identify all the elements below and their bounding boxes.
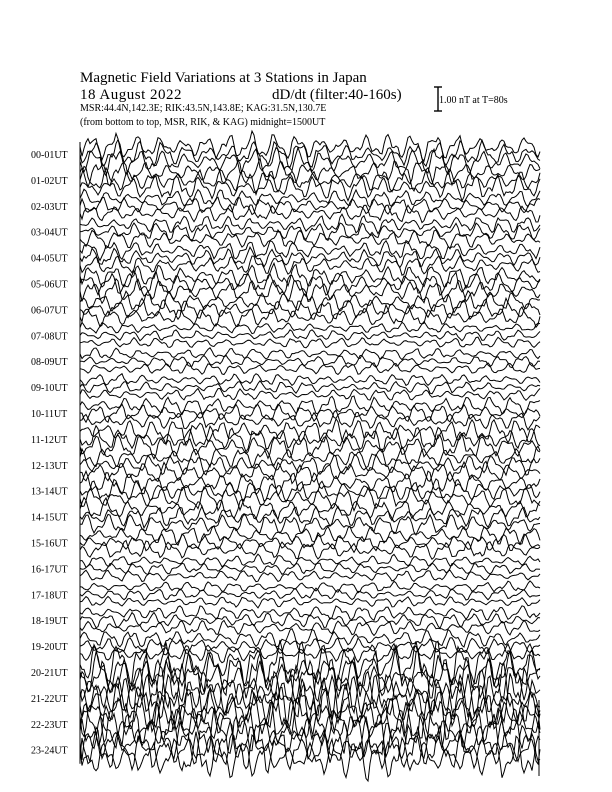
station-coordinates: MSR:44.4N,142.3E; RIK:43.5N,143.8E; KAG:31.5N,130.7E — [80, 103, 327, 114]
row-label: 14-15UT — [31, 512, 68, 524]
trace-msr — [80, 388, 540, 400]
trace-kag — [80, 554, 540, 567]
trace-rik — [80, 247, 540, 267]
trace-rik — [80, 479, 540, 502]
trace-msr — [80, 256, 540, 275]
scale-label: 1.00 nT at T=80s — [439, 95, 508, 106]
trace-msr — [80, 541, 540, 560]
row-label: 06-07UT — [31, 305, 68, 317]
row-label: 19-20UT — [31, 642, 68, 654]
trace-rik — [80, 426, 540, 452]
row-label: 21-22UT — [31, 693, 68, 705]
trace-rik — [80, 140, 540, 168]
trace-msr — [80, 230, 540, 249]
trace-rik — [80, 223, 540, 241]
chart-date: 18 August 2022 — [80, 87, 183, 103]
trace-msr — [80, 337, 540, 348]
trace-msr — [80, 461, 540, 483]
station-order-note: (from bottom to top, MSR, RIK, & KAG) midnight=1500UT — [80, 117, 326, 128]
trace-kag — [80, 374, 540, 386]
row-label: 18-19UT — [31, 616, 68, 628]
row-label: 00-01UT — [31, 150, 68, 161]
row-label: 16-17UT — [31, 564, 68, 576]
trace-msr — [80, 205, 540, 223]
trace-rik — [80, 506, 540, 528]
row-label: 20-21UT — [31, 668, 68, 679]
trace-kag — [80, 131, 540, 161]
row-label: 15-16UT — [31, 538, 68, 550]
trace-kag — [80, 241, 540, 261]
trace-kag — [80, 348, 540, 360]
trace-rik — [80, 197, 540, 214]
row-label: 03-04UT — [31, 227, 68, 239]
trace-kag — [80, 581, 540, 593]
row-label: 01-02UT — [31, 175, 68, 187]
trace-kag — [80, 526, 540, 545]
trace-kag — [80, 629, 540, 647]
chart-subtitle: dD/dt (filter:40-160s) — [272, 87, 402, 103]
row-label: 08-09UT — [31, 357, 68, 369]
trace-rik — [80, 563, 540, 574]
row-label: 02-03UT — [31, 201, 68, 213]
trace-rik — [80, 330, 540, 341]
row-label: 09-10UT — [31, 383, 68, 395]
row-label: 22-23UT — [31, 719, 68, 731]
row-label: 10-11UT — [31, 409, 68, 420]
chart-title: Magnetic Field Variations at 3 Stations in Japan — [80, 70, 367, 86]
row-label: 05-06UT — [31, 279, 68, 291]
row-label: 07-08UT — [31, 331, 68, 343]
trace-rik — [80, 638, 540, 655]
row-label: 11-12UT — [31, 434, 68, 446]
row-label: 12-13UT — [31, 460, 68, 472]
row-label: 04-05UT — [31, 253, 68, 265]
row-label: 13-14UT — [31, 486, 68, 498]
row-label: 23-24UT — [31, 745, 68, 757]
row-label: 17-18UT — [31, 590, 68, 602]
